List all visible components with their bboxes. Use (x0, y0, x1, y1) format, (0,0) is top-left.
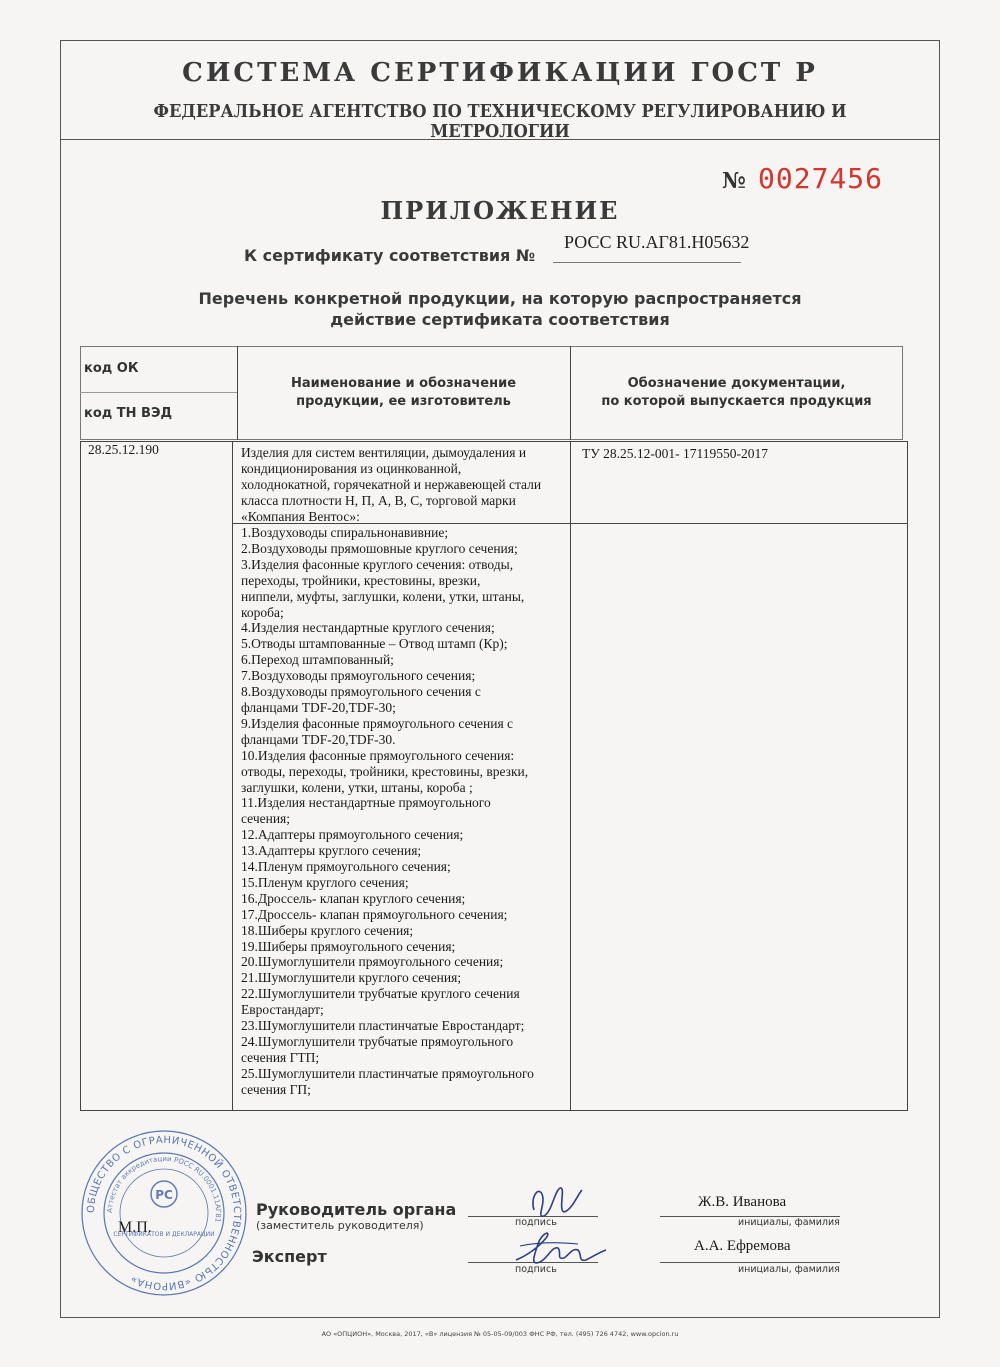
doc-number-label: № (722, 168, 746, 194)
product-list-item: 25.Шумоглушители пластинчатые прямоугольного (241, 1065, 534, 1081)
product-list-item: 12.Адаптеры прямоугольного сечения; (241, 827, 464, 843)
svg-text:РС: РС (155, 1188, 173, 1202)
stamp-mark: М.П. (118, 1219, 152, 1236)
svg-text:ОБЩЕСТВО С ОГРАНИЧЕННОЙ ОТВЕТС: ОБЩЕСТВО С ОГРАНИЧЕННОЙ ОТВЕТСТВЕННОСТЬЮ «ВИРОНА» (85, 1134, 243, 1292)
product-list-item: сечения ГТП; (241, 1049, 320, 1065)
table-body-bottom (80, 1110, 908, 1111)
product-list-item: 11.Изделия нестандартные прямоугольного (241, 795, 491, 811)
product-list-item: Евростандарт; (241, 1002, 324, 1018)
table-body-top (80, 441, 908, 442)
table-body-v1 (232, 441, 233, 1110)
doc-number-value: 0027456 (758, 162, 884, 195)
table-body-right (907, 441, 908, 1110)
product-intro-line: «Компания Вентос»: (241, 508, 360, 524)
organization-stamp (79, 1128, 249, 1298)
table-body-left (80, 441, 81, 1110)
product-list-item: 19.Шиберы прямоугольного сечения; (241, 938, 456, 954)
product-intro-line: Изделия для систем вентиляции, дымоудаления и (241, 445, 527, 460)
product-list-item: 21.Шумоглушители круглого сечения; (241, 970, 462, 986)
svg-text:Аттестат аккредитации РОСС RU.: Аттестат аккредитации РОСС RU.0001.11АГ81 (105, 1154, 223, 1223)
head-signature (520, 1180, 590, 1226)
product-list-item: 14.Пленум прямоугольного сечения; (241, 859, 451, 875)
product-list-item: 15.Пленум круглого сечения; (241, 874, 409, 890)
head-role-sub: (заместитель руководителя) (256, 1219, 424, 1232)
table-body-v2 (570, 441, 571, 1110)
header-divider (60, 139, 940, 140)
product-list-item: отводы, переходы, тройники, крестовины, врезки, (241, 763, 529, 779)
expert-role: Эксперт (252, 1247, 327, 1266)
head-role: Руководитель органа (256, 1200, 457, 1219)
system-heading: СИСТЕМА СЕРТИФИКАЦИИ ГОСТ Р (182, 58, 818, 88)
certificate-underline (553, 262, 741, 263)
subtitle (60, 288, 940, 330)
row-documentation: ТУ 28.25.12-001- 17119550-2017 (582, 446, 769, 461)
product-list-item: 3.Изделия фасонные круглого сечения: отводы, (241, 556, 514, 572)
row-product-intro (241, 445, 541, 525)
header-tnved-code: код ТН ВЭД (84, 406, 173, 421)
product-list-item: 9.Изделия фасонные прямоугольного сечения с (241, 715, 514, 731)
product-list-item: 13.Адаптеры круглого сечения; (241, 843, 422, 859)
product-list-item: 8.Воздуховоды прямоугольного сечения с (241, 684, 481, 700)
product-list-item: заглушки, колени, утки, штаны, короба ; (241, 779, 473, 795)
header-code-divider (80, 392, 237, 393)
product-list-item: 24.Шумоглушители трубчатые прямоугольного (241, 1034, 514, 1049)
product-list-item: 18.Шиберы круглого сечения; (241, 922, 414, 938)
product-list-item: сечения; (241, 811, 291, 827)
product-intro-line: кондиционирования из оцинкованной, (241, 460, 462, 476)
product-list-item: 22.Шумоглушители трубчатые круглого сечения (241, 986, 520, 1002)
expert-sign-label: подпись (515, 1264, 557, 1275)
product-list-item: 2.Воздуховоды прямошовные круглого сечения; (241, 540, 518, 556)
row-code: 28.25.12.190 (88, 442, 159, 457)
subtitle-line-2: действие сертификата соответствия (330, 310, 670, 329)
product-list-item: 16.Дроссель- клапан круглого сечения; (241, 890, 466, 906)
product-list-item: 7.Воздуховоды прямоугольного сечения; (241, 668, 476, 684)
expert-name: А.А. Ефремова (694, 1238, 791, 1254)
product-list-item: 20.Шумоглушители прямоугольного сечения; (241, 954, 504, 970)
product-list-item: 4.Изделия нестандартные круглого сечения; (241, 620, 495, 636)
certificate-label: К сертификату соответствия № (244, 246, 536, 265)
product-list-item: фланцами TDF-20,TDF-30. (241, 731, 396, 747)
product-list-item: сечения ГП; (241, 1081, 311, 1097)
product-list (241, 525, 534, 1098)
header-okp-code: код ОК (84, 361, 139, 376)
subtitle-line-1: Перечень конкретной продукции, на которую распространяется (198, 289, 802, 308)
product-list-item: 1.Воздуховоды спиральнонавивние; (241, 525, 449, 540)
head-name: Ж.В. Иванова (698, 1194, 787, 1210)
rst-logo-icon (151, 1181, 177, 1207)
product-list-item: 10.Изделия фасонные прямоугольного сечения: (241, 747, 515, 763)
svg-text:СЕРТИФИКАТОВ И ДЕКЛАРАЦИЙ: СЕРТИФИКАТОВ И ДЕКЛАРАЦИЙ (113, 1231, 215, 1238)
header-product-name: Наименование и обозначение продукции, ее изготовитель (290, 376, 517, 409)
expert-initials-label: инициалы, фамилия (738, 1264, 840, 1275)
product-list-item: 5.Отводы штампованные – Отвод штамп (Кр); (241, 636, 508, 652)
product-list-item: фланцами TDF-20,TDF-30; (241, 699, 396, 715)
header-documentation: Обозначение документации, по которой выпускается продукция (601, 376, 872, 409)
head-initials-label: инициалы, фамилия (738, 1217, 840, 1228)
product-intro-line: холоднокатной, горячекатной и нержавеющей стали (241, 476, 542, 492)
product-list-item: 17.Дроссель- клапан прямоугольного сечения; (241, 906, 508, 922)
product-intro-line: класса плотности Н, П, А, В, С, торговой марки (241, 492, 516, 508)
product-list-item: 6.Переход штампованный; (241, 652, 394, 668)
product-list-item: 23.Шумоглушители пластинчатые Евростандарт; (241, 1018, 525, 1034)
expert-signature (508, 1226, 612, 1274)
expert-name-line (660, 1262, 840, 1263)
page-title: ПРИЛОЖЕНИЕ (380, 196, 620, 225)
agency-heading: ФЕДЕРАЛЬНОЕ АГЕНТСТВО ПО ТЕХНИЧЕСКОМУ РЕГУЛИРОВАНИЮ И МЕТРОЛОГИИ (153, 102, 847, 142)
head-sign-label: подпись (515, 1217, 557, 1228)
print-footer: АО «ОПЦИОН», Москва, 2017, «В» лицензия № 05-05-09/003 ФНС РФ, тел. (495) 726 4742, www.opcion.ru (321, 1330, 679, 1338)
certificate-number: РОСС RU.АГ81.Н05632 (564, 232, 750, 252)
product-list-item: ниппели, муфты, заглушки, колени, утки, штаны, (241, 588, 525, 604)
product-list-item: короба; (241, 604, 284, 620)
product-list-item: переходы, тройники, крестовины, врезки, (241, 572, 481, 588)
